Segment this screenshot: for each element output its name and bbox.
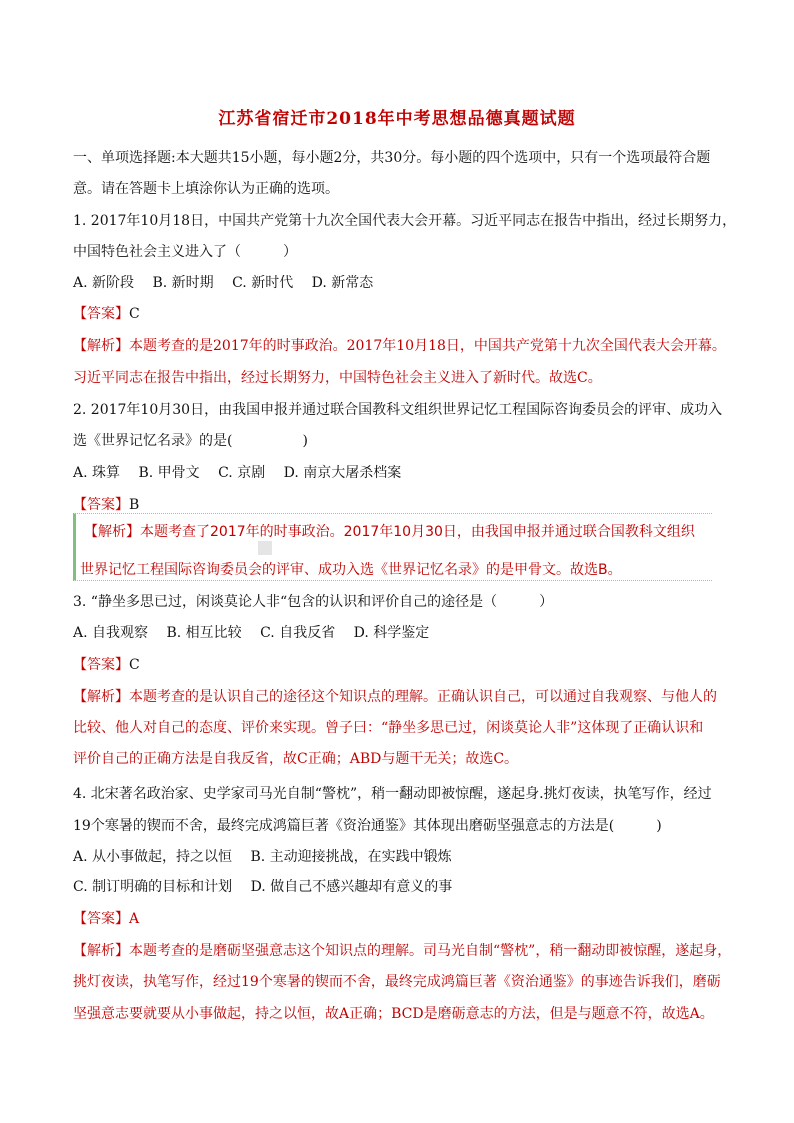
q4-analysis-line3: 坚强意志要就要从小事做起，持之以恒，故A正确；BCD是磨砺意志的方法，但是与题意不符，故选A。	[73, 1006, 714, 1022]
answer-label: 【答案】	[73, 911, 129, 927]
analysis-label: 【解析】	[73, 338, 129, 354]
q1-analysis-line1	[73, 335, 733, 355]
q1-stem-line2: 中国特色社会主义进入了（ ）	[73, 244, 297, 260]
q3-stem-line1: 3. “静坐多思已过，闲谈莫论人非“包含的认识和评价自己的途径是（ ）	[73, 594, 554, 610]
section-intro-line1: 一、单项选择题:本大题共15小题，每小题2分，共30分。每小题的四个选项中，只有一个选项最符合题	[73, 150, 711, 166]
page-title: 江苏省宿迁市2018年中考思想品德真题试题	[218, 109, 576, 129]
q2-analysis-line1: 【解析】本题考查了2017年的时事政治。2017年10月30日，由我国申报并通过联合国教科文组织	[84, 524, 695, 540]
answer-label: 【答案】	[73, 306, 129, 322]
q4-option-cd: C. 制订明确的目标和计划 D. 做自己不感兴趣却有意义的事	[73, 879, 453, 895]
answer-value: C	[129, 657, 140, 673]
q2-analysis-line2: 世界记忆工程国际咨询委员会的评审、成功入选《世界记忆名录》的是甲骨文。故选B。	[80, 562, 622, 578]
q4-analysis-line1	[73, 940, 733, 960]
q2-stem-line2: 选《世界记忆名录》的是( )	[73, 433, 308, 449]
q1-answer	[73, 303, 733, 323]
q2-answer	[73, 494, 733, 514]
analysis-text: 本题考查的是磨砺坚强意志这个知识点的理解。司马光自制“警枕”，稍一翻动即被惊醒，遂起身，	[129, 943, 732, 959]
answer-label: 【答案】	[73, 497, 129, 513]
section-intro-line2: 意。请在答题卡上填涂你认为正确的选项。	[73, 181, 339, 197]
answer-value: B	[129, 497, 140, 513]
q4-analysis-line2: 挑灯夜读，执笔写作，经过19个寒暑的锲而不舍，最终完成鸿篇巨著《资治通鉴》的事迹告诉我们，磨砺	[73, 974, 721, 990]
q2-analysis-box	[73, 513, 712, 581]
q4-stem-line1: 4. 北宋著名政治家、史学家司马光自制“警枕”，稍一翻动即被惊醒，遂起身.挑灯夜读，执笔写作，经过	[73, 786, 712, 802]
answer-value: A	[129, 911, 140, 927]
answer-value: C	[129, 306, 140, 322]
q3-options: A. 自我观察 B. 相互比较 C. 自我反省 D. 科学鉴定	[73, 625, 430, 641]
q1-stem-line1: 1. 2017年10月18日，中国共产党第十九次全国代表大会开幕。习近平同志在报告中指出，经过长期努力，	[73, 213, 737, 229]
q1-analysis-line2: 习近平同志在报告中指出，经过长期努力，中国特色社会主义进入了新时代。故选C。	[73, 370, 602, 386]
q3-answer	[73, 654, 733, 674]
scan-artifact	[258, 541, 272, 555]
q2-stem-line1: 2. 2017年10月30日，由我国申报并通过联合国教科文组织世界记忆工程国际咨询委员会的评审、成功入	[73, 402, 723, 418]
analysis-label: 【解析】	[73, 943, 129, 959]
q3-analysis-line1	[73, 686, 733, 706]
analysis-text: 本题考查的是认识自己的途径这个知识点的理解。正确认识自己，可以通过自我观察、与他人的	[129, 689, 717, 705]
q4-stem-line2: 19个寒暑的锲而不舍，最终完成鸿篇巨著《资治通鉴》其体现出磨砺坚强意志的方法是( )	[73, 818, 662, 834]
analysis-text: 本题考查的是2017年的时事政治。2017年10月18日，中国共产党第十九次全国代表大会开幕。	[129, 338, 726, 354]
q4-answer	[73, 908, 733, 928]
q1-options: A. 新阶段 B. 新时期 C. 新时代 D. 新常态	[73, 275, 374, 291]
q3-analysis-line2: 比较、他人对自己的态度、评价来实现。曾子曰：“静坐多思已过，闲谈莫论人非”这体现了正确认识和	[73, 720, 704, 736]
analysis-label: 【解析】	[73, 689, 129, 705]
q3-analysis-line3: 评价自己的正确方法是自我反省，故C正确；ABD与题干无关；故选C。	[73, 751, 519, 767]
answer-label: 【答案】	[73, 657, 129, 673]
q4-option-ab: A. 从小事做起，持之以恒 B. 主动迎接挑战，在实践中锻炼	[73, 849, 452, 865]
q2-options: A. 珠算 B. 甲骨文 C. 京剧 D. 南京大屠杀档案	[73, 465, 402, 481]
